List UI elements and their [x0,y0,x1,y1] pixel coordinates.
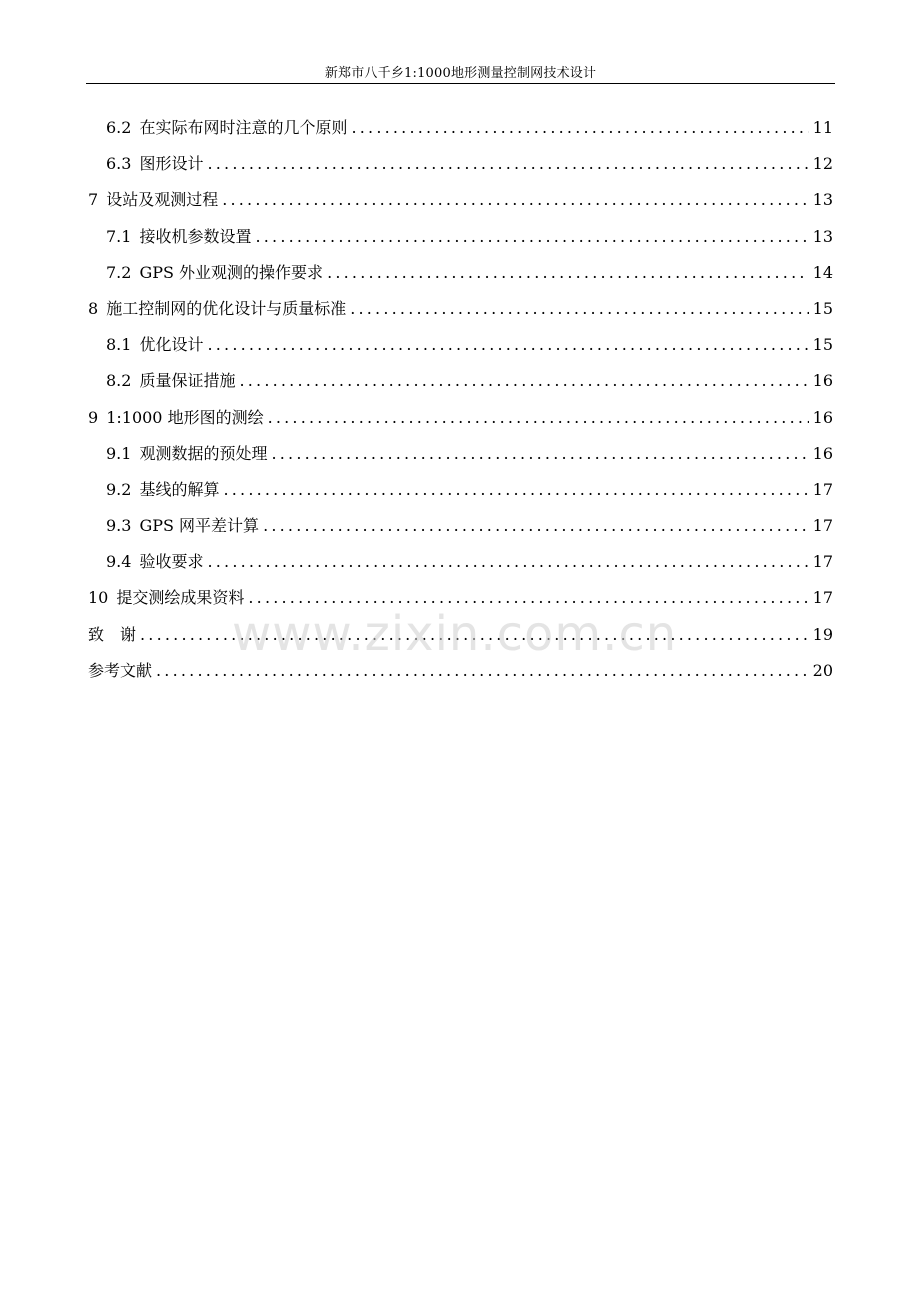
toc-entry[interactable] [88,327,833,363]
toc-dot-leader [207,544,808,580]
toc-entry-number: 8 [88,298,99,318]
toc-dot-leader [207,327,808,363]
toc-entry[interactable] [88,472,833,508]
toc-dot-leader [223,472,808,508]
toc-entry-number: 7.2 [106,262,132,282]
toc-entry-title: 质量保证措施 [139,371,236,391]
toc-entry-page-number: 16 [812,371,833,391]
toc-entry-number: 9.4 [106,552,132,572]
toc-entry[interactable] [88,653,833,689]
toc-entry-title: 施工控制网的优化设计与质量标准 [106,298,347,318]
toc-dot-leader [351,110,808,146]
toc-dot-leader [207,146,808,182]
toc-entry-title: 验收要求 [139,552,204,572]
toc-entry-title: 观测数据的预处理 [139,443,268,463]
toc-entry-number: 9.2 [106,479,132,499]
toc-entry-title: GPS 外业观测的操作要求 [139,262,324,282]
watermark: www.zixin.com.cn [232,606,678,662]
toc-entry-title: 图形设计 [139,154,204,174]
toc-entry[interactable] [88,146,833,182]
toc-entry-title: 致 谢 [88,624,137,644]
toc-entry[interactable] [88,255,833,291]
toc-entry-number: 8.1 [106,335,132,355]
toc-entry-page-number: 11 [812,118,833,137]
toc-entry-title: 提交测绘成果资料 [116,588,245,608]
toc-dot-leader [255,219,808,255]
toc-entry[interactable] [88,617,833,653]
toc-entry-page-number: 12 [812,154,833,174]
page-header: 新郑市八千乡1:1000地形测量控制网技术设计 [324,66,597,81]
table-of-contents [88,110,833,689]
toc-entry-number: 6.2 [106,118,132,137]
toc-entry[interactable] [88,182,833,218]
toc-entry-number: 9 [88,407,99,427]
toc-entry-page-number: 15 [812,335,833,355]
toc-entry-number: 6.3 [106,154,132,174]
toc-entry-page-number: 17 [812,516,833,536]
toc-entry-page-number: 17 [812,479,833,499]
toc-entry-title: 在实际布网时注意的几个原则 [139,118,348,137]
toc-entry-number: 7.1 [106,226,132,246]
toc-entry-page-number: 20 [812,660,833,680]
toc-dot-leader [140,617,809,653]
toc-entry[interactable] [88,291,833,327]
toc-entry-page-number: 16 [812,407,833,427]
toc-dot-leader [271,436,808,472]
toc-entry-title: 设站及观测过程 [106,190,219,210]
toc-dot-leader [222,182,808,218]
toc-entry-page-number: 16 [812,443,833,463]
toc-entry[interactable] [88,544,833,580]
toc-entry-page-number: 19 [812,624,833,644]
toc-entry-page-number: 17 [812,588,833,608]
toc-entry-title: 1:1000 地形图的测绘 [106,407,264,427]
toc-entry-number: 9.3 [106,516,132,536]
toc-entry[interactable] [88,400,833,436]
toc-entry-page-number: 15 [812,298,833,318]
toc-entry[interactable] [88,508,833,544]
toc-dot-leader [156,653,809,689]
toc-dot-leader [268,400,809,436]
toc-entry-title: 参考文献 [88,660,153,680]
toc-entry-page-number: 14 [812,262,833,282]
toc-entry[interactable] [88,436,833,472]
toc-entry-number: 9.1 [106,443,132,463]
toc-dot-leader [350,291,808,327]
toc-entry-title: 接收机参数设置 [139,226,252,246]
toc-entry[interactable] [88,219,833,255]
toc-entry[interactable] [88,580,833,616]
toc-entry-number: 10 [88,588,109,608]
toc-entry-page-number: 17 [812,552,833,572]
toc-entry-number: 8.2 [106,371,132,391]
toc-entry-page-number: 13 [812,226,833,246]
toc-entry-title: 基线的解算 [139,479,220,499]
toc-entry-title: 优化设计 [139,335,204,355]
toc-dot-leader [263,508,809,544]
toc-entry[interactable] [88,110,833,146]
toc-dot-leader [327,255,809,291]
toc-entry-page-number: 13 [812,190,833,210]
toc-dot-leader [239,363,808,399]
toc-entry-title: GPS 网平差计算 [139,516,260,536]
header-divider [86,83,835,84]
toc-entry-number: 7 [88,190,99,210]
toc-entry[interactable] [88,363,833,399]
toc-dot-leader [248,580,808,616]
